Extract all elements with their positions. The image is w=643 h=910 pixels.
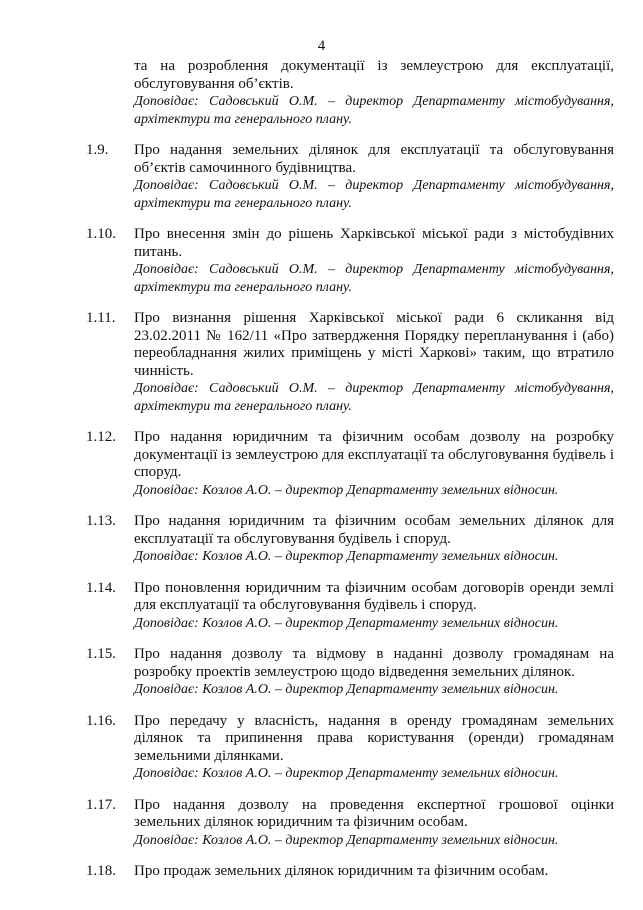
item-number: 1.18. [86,863,116,879]
item-speaker: Доповідає: Садовський О.М. – директор Департаменту містобудування, архітектури та генерального плану. [134,94,614,127]
item-text: Про поновлення юридичним та фізичним особам договорів оренди землі для експлуатації та обслуговування будівель і споруд. [134,579,614,613]
agenda-item-1-9 [86,142,614,212]
item-speaker: Доповідає: Козлов А.О. – директор Департаменту земельних відносин. [134,549,559,564]
continued-item [134,58,614,128]
item-speaker: Доповідає: Козлов А.О. – директор Департаменту земельних відносин. [134,832,559,848]
item-text: Про надання земельних ділянок для експлуатації та обслуговування об’єктів самочинного будівництва. [134,142,614,176]
item-text: Про надання юридичним та фізичним особам земельних ділянок для експлуатації та обслуговування будівель і споруд. [134,513,614,547]
item-number: 1.9. [86,142,109,158]
agenda-item-1-10 [86,226,614,296]
agenda-item-1-11 [86,310,614,415]
agenda-item-1-15 [86,646,614,699]
item-speaker: Доповідає: Козлов А.О. – директор Департаменту земельних відносин. [134,682,559,697]
agenda-list [86,58,614,881]
item-number: 1.15. [86,646,116,662]
agenda-item-1-13 [86,513,614,566]
item-number: 1.16. [86,712,116,729]
item-text: та на розроблення документації із землеустрою для експлуатації, обслуговування об’єктів. [134,58,614,92]
agenda-item-1-14 [86,580,614,633]
item-text: Про передачу у власність, надання в оренду громадянам земельних ділянок та припинення права користування (оренди) громадянам земельними ділянками. [134,712,614,764]
page-number: 4 [317,38,326,54]
item-number: 1.17. [86,796,116,813]
item-text: Про надання юридичним та фізичним особам дозволу на розробку документації із землеустрою для експлуатації та обслуговування будівель і споруд. [134,429,614,480]
item-number: 1.10. [86,226,116,242]
item-text: Про продаж земельних ділянок юридичним та фізичним особам. [134,863,549,879]
item-speaker: Доповідає: Садовський О.М. – директор Департаменту містобудування, архітектури та генерального плану. [134,381,614,414]
item-speaker: Доповідає: Козлов А.О. – директор Департаменту земельних відносин. [134,482,559,498]
item-text: Про внесення змін до рішень Харківської міської ради з містобудівних питань. [134,226,614,260]
agenda-item-1-12 [86,429,614,499]
item-text: Про надання дозволу на проведення експертної грошової оцінки земельних ділянок юридичним та фізичним особам. [134,796,614,830]
agenda-item-1-18 [86,863,614,881]
agenda-item-1-17 [86,797,614,850]
item-text: Про надання дозволу та відмову в наданні дозволу громадянам на розробку проектів землеустрою щодо відведення земельних ділянок. [134,646,614,680]
item-speaker: Доповідає: Садовський О.М. – директор Департаменту містобудування, архітектури та генерального плану. [134,262,614,295]
item-speaker: Доповідає: Козлов А.О. – директор Департаменту земельних відносин. [134,766,559,781]
agenda-item-1-16 [86,713,614,783]
item-number: 1.11. [86,310,116,326]
item-number: 1.13. [86,513,116,529]
item-speaker: Доповідає: Садовський О.М. – директор Департаменту містобудування, архітектури та генерального плану. [134,178,614,211]
item-speaker: Доповідає: Козлов А.О. – директор Департаменту земельних відносин. [134,615,559,631]
item-number: 1.14. [86,579,116,596]
item-number: 1.12. [86,429,116,445]
item-text: Про визнання рішення Харківської міської ради 6 скликання від 23.02.2011 № 162/11 «Про затвердження Порядку перепланування і (або) переобладнання жилих приміщень у місті Харкові» таким, що втратило чинність. [134,310,614,379]
